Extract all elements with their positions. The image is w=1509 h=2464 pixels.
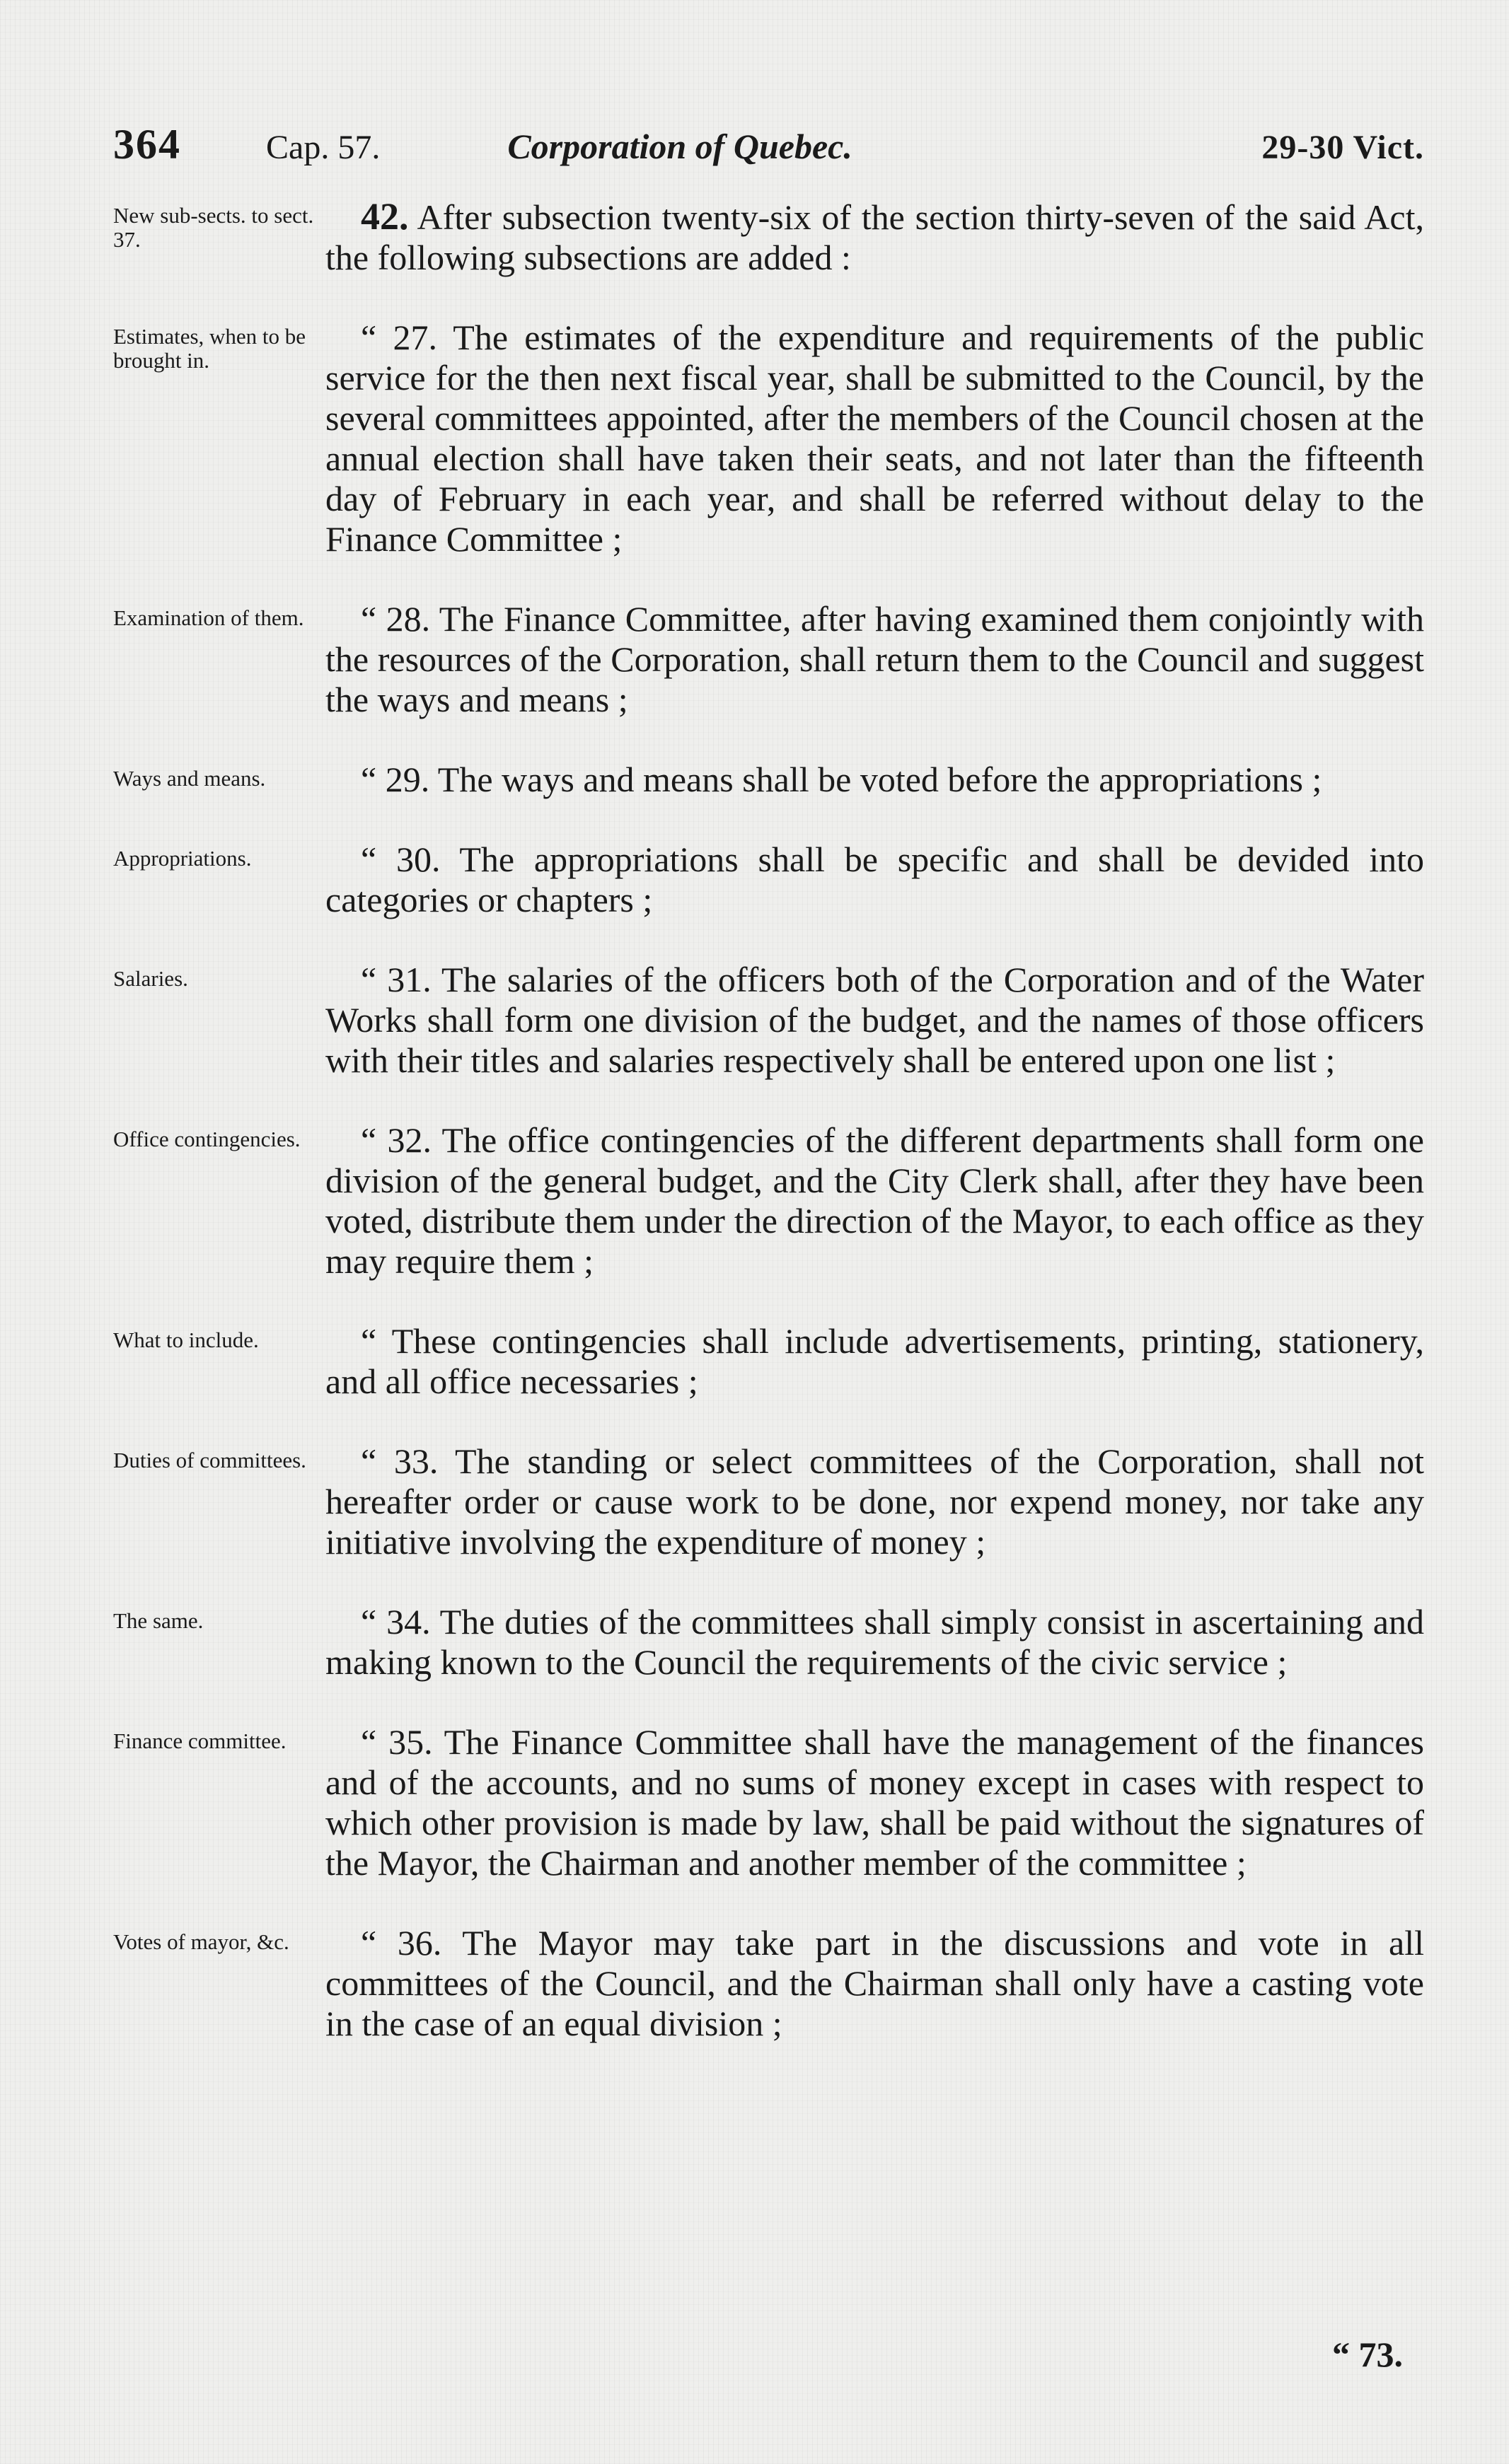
subsection-entry-32 bbox=[113, 1120, 1424, 1282]
margin-note: Salaries. bbox=[113, 966, 188, 991]
margin-note: Duties of committees. bbox=[113, 1448, 306, 1472]
margin-note: Votes of mayor, &c. bbox=[113, 1929, 289, 1954]
subsection-body: “ 31. The salaries of the officers both of the Corporation and of the Water Works shall form one division of the budget, and the names of those officers with their titles and salaries respectively shall be entered upon one list ; bbox=[325, 960, 1424, 1080]
margin-note: Estimates, when to be brought in. bbox=[113, 324, 306, 373]
subsection-text bbox=[325, 1120, 1424, 1282]
margin-note: Ways and means. bbox=[113, 766, 266, 791]
subsection-text bbox=[325, 599, 1424, 720]
running-title: Corporation of Quebec. bbox=[507, 127, 852, 166]
subsection-body: “ 36. The Mayor may take part in the discussions and vote in all committees of the Council, and the Chairman shall only have a casting vote in the case of an equal division ; bbox=[325, 1923, 1424, 2043]
subsection-entry-30 bbox=[113, 839, 1424, 920]
catchword: “ 73. bbox=[1332, 2335, 1403, 2374]
paragraph-body: “ These contingencies shall include advertisements, printing, stationery, and all office necessaries ; bbox=[325, 1321, 1424, 1401]
subsection-entry-33 bbox=[113, 1441, 1424, 1562]
subsection-body: “ 27. The estimates of the expenditure and requirements of the public service for the then next fiscal year, shall be submitted to the Council, by the several committees appointed, after the members of the Council chosen at the annual election shall have taken their seats, and not later than the fifteenth day of February in each year, and shall be referred without delay to the Finance Committee ; bbox=[325, 318, 1424, 559]
margin-note: Finance committee. bbox=[113, 1728, 287, 1753]
regnal-year: 29-30 Vict. bbox=[1261, 129, 1424, 166]
margin-note: Office contingencies. bbox=[113, 1127, 301, 1151]
subsection-text bbox=[325, 1602, 1424, 1683]
subsection-text bbox=[325, 839, 1424, 920]
subsection-body: “ 35. The Finance Committee shall have the management of the finances and of the accounts, and no sums of money except in cases with respect to which other provision is made by law, shall be paid without the signatures of the Mayor, the Chairman and another member of the committee ; bbox=[325, 1722, 1424, 1883]
subsection-body: “ 32. The office contingencies of the different departments shall form one division of the general budget, and the City Clerk shall, after they have been voted, distribute them under the direction of the Mayor, to each office as they may require them ; bbox=[325, 1120, 1424, 1281]
page-header bbox=[113, 120, 1424, 184]
margin-note: New sub-sects. to sect. 37. bbox=[113, 203, 314, 252]
paragraph-text bbox=[325, 1321, 1424, 1402]
subsection-entry-28 bbox=[113, 599, 1424, 720]
subsection-body: “ 28. The Finance Committee, after having examined them conjointly with the resources of the Corporation, shall return them to the Council and suggest the ways and means ; bbox=[325, 599, 1424, 719]
subsection-entry-27 bbox=[113, 318, 1424, 559]
subsection-body: “ 29. The ways and means shall be voted before the appropriations ; bbox=[361, 760, 1322, 799]
margin-note: Examination of them. bbox=[113, 605, 304, 630]
section-number: 42. bbox=[361, 195, 409, 238]
subsection-entry-36 bbox=[113, 1923, 1424, 2044]
subsection-entry-35 bbox=[113, 1722, 1424, 1883]
section-text bbox=[325, 197, 1424, 278]
subsection-text bbox=[325, 960, 1424, 1081]
subsection-entry-31 bbox=[113, 960, 1424, 1081]
subsection-entry-29 bbox=[113, 760, 1424, 800]
subsection-text bbox=[325, 1722, 1424, 1883]
margin-note: Appropriations. bbox=[113, 846, 252, 871]
margin-note: The same. bbox=[113, 1608, 204, 1633]
chapter-label: Cap. 57. bbox=[266, 129, 381, 166]
subsection-text bbox=[325, 318, 1424, 559]
subsection-text bbox=[325, 1441, 1424, 1562]
paragraph-entry-contingencies bbox=[113, 1321, 1424, 1402]
subsection-text bbox=[325, 1923, 1424, 2044]
subsection-body: “ 33. The standing or select committees of the Corporation, shall not hereafter order or cause work to be done, nor expend money, nor take any initiative involving the expenditure of money ; bbox=[325, 1441, 1424, 1562]
section-entry-42 bbox=[113, 197, 1424, 278]
subsection-text bbox=[325, 760, 1424, 800]
subsection-body: “ 34. The duties of the committees shall simply consist in ascertaining and making known to the Council the requirements of the civic service ; bbox=[325, 1602, 1424, 1682]
section-body: After subsection twenty-six of the section thirty-seven of the said Act, the following subsections are added : bbox=[325, 197, 1424, 277]
subsection-body: “ 30. The appropriations shall be specific and shall be devided into categories or chapters ; bbox=[325, 839, 1424, 919]
subsection-entry-34 bbox=[113, 1602, 1424, 1683]
page-number: 364 bbox=[113, 121, 181, 168]
margin-note: What to include. bbox=[113, 1327, 259, 1352]
